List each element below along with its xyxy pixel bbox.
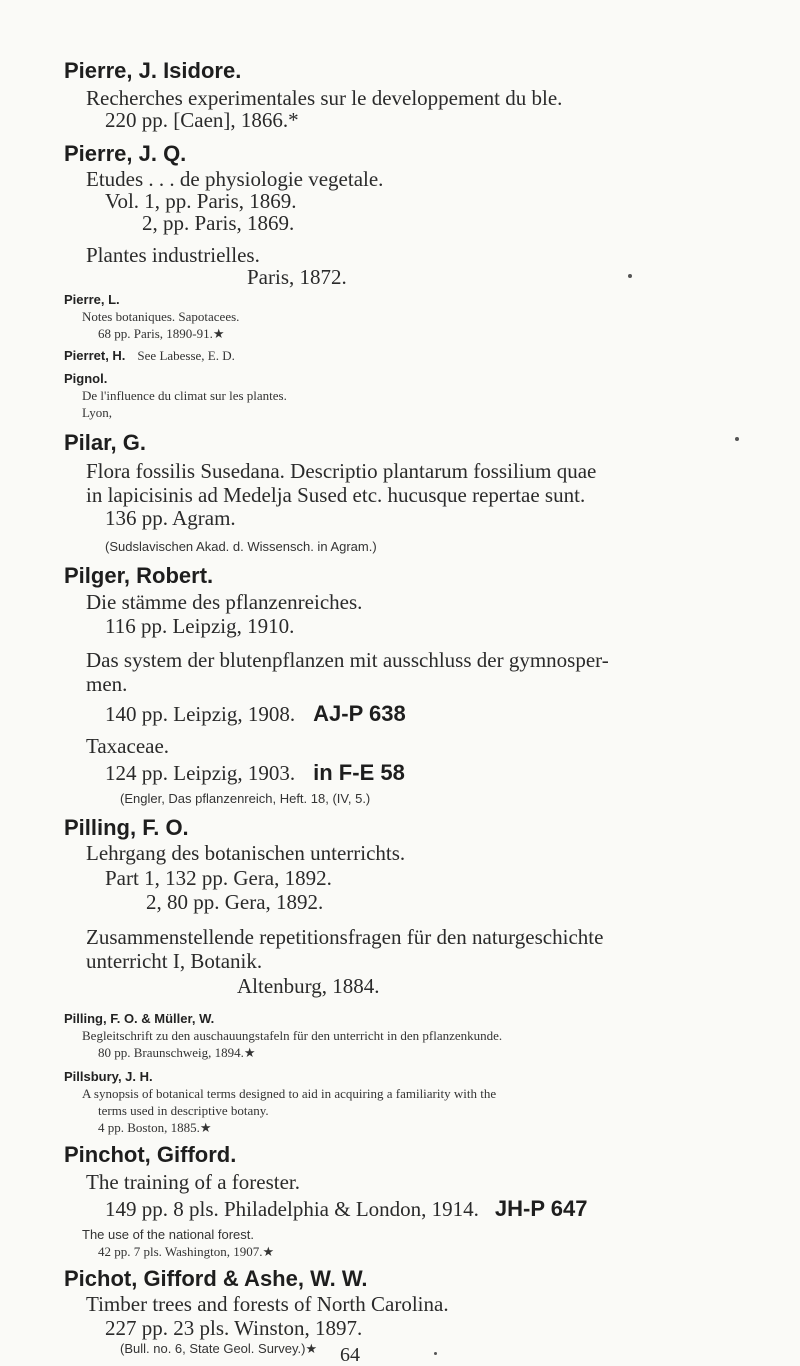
title-line: Taxaceae. (86, 734, 170, 758)
imprint-line-small: Lyon, (82, 405, 112, 420)
title-line: Etudes . . . de physiologie vegetale. (86, 167, 384, 191)
title-line-small: Notes botaniques. Sapotacees. (82, 309, 240, 324)
title-line: unterricht I, Botanik. (86, 949, 263, 973)
author-heading: Pierre, J. Q. (64, 141, 187, 166)
volume-line: Part 1, 132 pp. Gera, 1892. (105, 866, 332, 890)
imprint-text: 124 pp. Leipzig, 1903. (105, 761, 296, 785)
title-line: men. (86, 672, 128, 696)
imprint-line-small: 42 pp. 7 pls. Washington, 1907.★ (98, 1244, 275, 1259)
imprint-line: 220 pp. [Caen], 1866.* (105, 108, 299, 132)
title-line-small: Begleitschrift zu den auschauungstafeln für den unterricht in den pflanzenkunde. (82, 1028, 503, 1043)
author-heading-small: Pignol. (64, 371, 108, 386)
call-number: AJ-P 638 (313, 701, 406, 726)
author-heading: Pierre, J. Isidore. (64, 58, 242, 83)
imprint-line: 136 pp. Agram. (105, 506, 236, 530)
author-heading: Pilger, Robert. (64, 563, 214, 588)
title-line: Das system der blutenpflanzen mit ausschluss der gymnosper- (86, 648, 609, 672)
imprint-line-with-callno (105, 762, 405, 784)
volume-line: 2, pp. Paris, 1869. (142, 211, 295, 235)
title-line-small: The use of the national forest. (82, 1227, 254, 1242)
title-line: Lehrgang des botanischen unterrichts. (86, 841, 406, 865)
title-line: Timber trees and forests of North Carolina. (86, 1292, 449, 1316)
author-heading-small: Pillsbury, J. H. (64, 1069, 153, 1084)
author-heading: Pinchot, Gifford. (64, 1142, 237, 1167)
call-number: JH-P 647 (494, 1196, 588, 1221)
imprint-line-small: 80 pp. Braunschweig, 1894.★ (98, 1045, 256, 1060)
imprint-text: 140 pp. Leipzig, 1908. (105, 702, 296, 726)
series-note: (Bull. no. 6, State Geol. Survey.)★ (120, 1341, 318, 1356)
imprint-line-with-callno (105, 1198, 587, 1220)
title-line-small: A synopsis of botanical terms designed to aid in acquiring a familiarity with the (82, 1086, 497, 1101)
title-line: Flora fossilis Susedana. Descriptio plantarum fossilium quae (86, 459, 597, 483)
volume-line: 2, 80 pp. Gera, 1892. (146, 890, 324, 914)
title-line-small: terms used in descriptive botany. (98, 1103, 269, 1118)
author-heading-small: Pierre, L. (64, 292, 120, 307)
page-number: 64 (340, 1344, 360, 1366)
volume-line: Vol. 1, pp. Paris, 1869. (105, 189, 297, 213)
cross-reference (64, 348, 235, 364)
imprint-line-with-callno (105, 703, 406, 725)
title-line: Zusammenstellende repetitionsfragen für den naturgeschichte (86, 925, 604, 949)
imprint-line: Altenburg, 1884. (237, 974, 380, 998)
title-line: Plantes industrielles. (86, 243, 260, 267)
speck-mark (628, 274, 632, 278)
author-heading: Pilar, G. (64, 430, 146, 455)
see-reference: See Labesse, E. D. (137, 348, 235, 363)
author-heading: Pilling, F. O. (64, 815, 189, 840)
title-line: Recherches experimentales sur le developpement du ble. (86, 86, 563, 110)
speck-mark (735, 437, 739, 441)
imprint-line: 227 pp. 23 pls. Winston, 1897. (105, 1316, 363, 1340)
speck-mark (434, 1352, 437, 1355)
imprint-line-small: 4 pp. Boston, 1885.★ (98, 1120, 212, 1135)
call-number: in F-E 58 (313, 760, 405, 785)
imprint-text: 149 pp. 8 pls. Philadelphia & London, 1914. (105, 1197, 479, 1221)
title-line: The training of a forester. (86, 1170, 300, 1194)
title-line: in lapicisinis ad Medelja Sused etc. hucusque repertae sunt. (86, 483, 586, 507)
author-heading-small: Pilling, F. O. & Müller, W. (64, 1011, 215, 1026)
author-heading-small: Pierret, H. (64, 348, 126, 363)
author-heading: Pichot, Gifford & Ashe, W. W. (64, 1266, 368, 1291)
series-note: (Engler, Das pflanzenreich, Heft. 18, (IV, 5.) (120, 791, 371, 806)
imprint-line: 116 pp. Leipzig, 1910. (105, 614, 295, 638)
imprint-line-small: 68 pp. Paris, 1890-91.★ (98, 326, 225, 341)
imprint-line: Paris, 1872. (247, 265, 347, 289)
series-note: (Sudslavischen Akad. d. Wissensch. in Agram.) (105, 539, 377, 554)
title-line-small: De l'influence du climat sur les plantes. (82, 388, 287, 403)
title-line: Die stämme des pflanzenreiches. (86, 590, 363, 614)
